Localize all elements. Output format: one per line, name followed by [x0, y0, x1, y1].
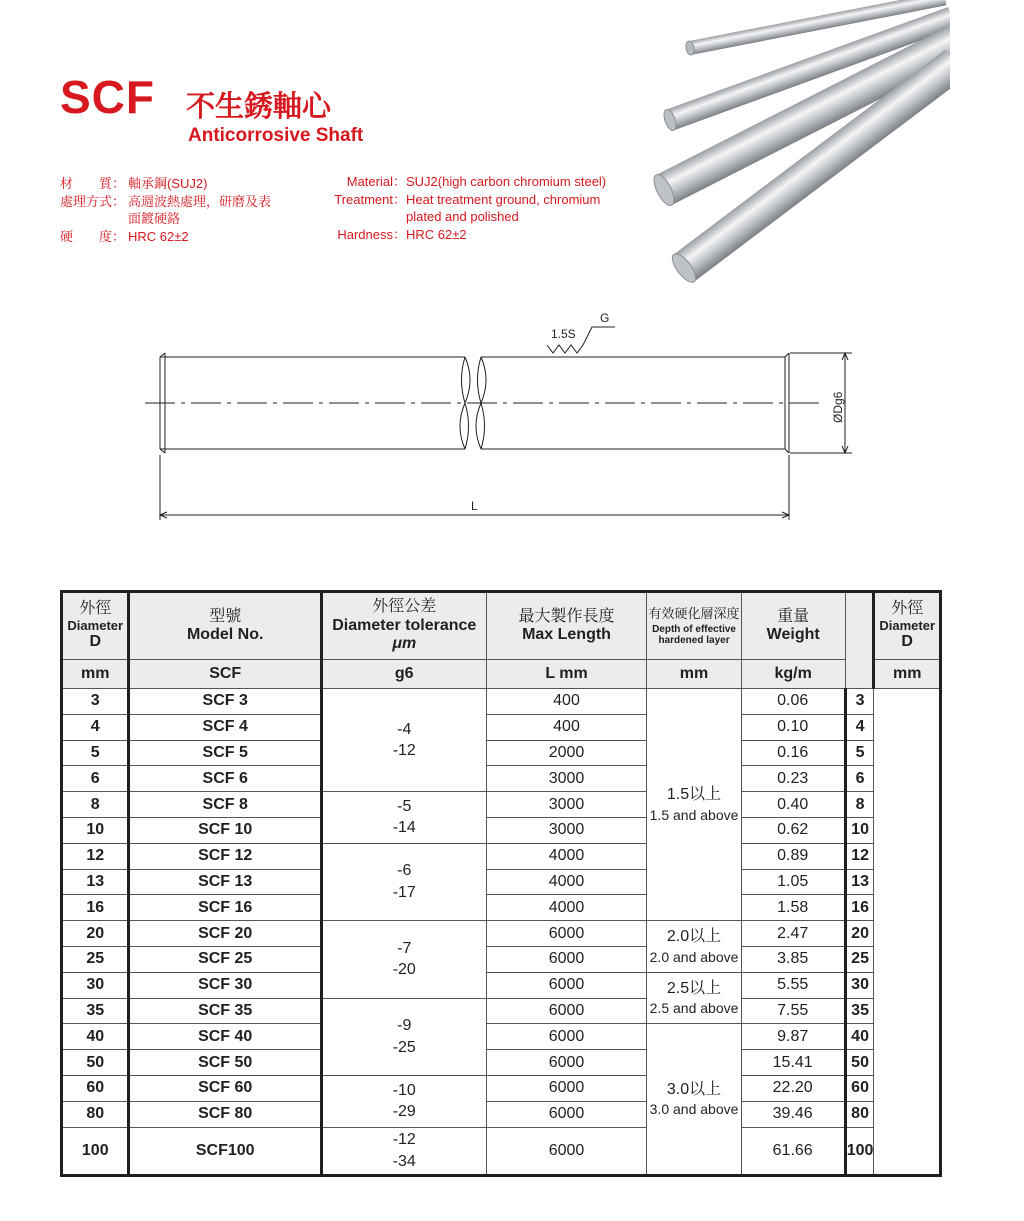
cell-diameter: 6: [62, 766, 129, 792]
product-title-en: Anticorrosive Shaft: [188, 125, 364, 146]
cell-tolerance: [321, 843, 486, 920]
cell-length: 4000: [486, 895, 647, 921]
cell-weight: 15.41: [741, 1050, 845, 1076]
grade-label: G: [600, 311, 610, 325]
cell-diameter-right: 100: [845, 1127, 874, 1175]
cell-diameter: 50: [62, 1050, 129, 1076]
table-row: [62, 1024, 941, 1050]
col-header-depth: 有效硬化層深度 Depth of effective hardened layer: [647, 592, 741, 660]
cell-diameter: 4: [62, 714, 129, 740]
table-row: [62, 869, 941, 895]
spec-value: HRC 62±2: [406, 226, 467, 242]
roughness-label: 1.5S: [551, 327, 576, 341]
cell-weight: 0.06: [741, 689, 845, 715]
table-row: [62, 792, 941, 818]
cell-model: SCF 4: [129, 714, 321, 740]
cell-length: 6000: [486, 998, 647, 1024]
cell-weight: 1.05: [741, 869, 845, 895]
table-row: [62, 817, 941, 843]
cell-length: 4000: [486, 869, 647, 895]
table-header-row: [62, 592, 941, 660]
cell-diameter: 40: [62, 1024, 129, 1050]
cell-diameter: 13: [62, 869, 129, 895]
cell-length: 6000: [486, 972, 647, 998]
cell-weight: 5.55: [741, 972, 845, 998]
cell-diameter: 100: [62, 1127, 129, 1175]
spec-table: [60, 590, 942, 1177]
table-row: [62, 689, 941, 715]
tolerance-lower: -29: [392, 1103, 416, 1121]
cell-diameter: 12: [62, 843, 129, 869]
tolerance-upper: -9: [397, 1017, 412, 1035]
cell-model: SCF 40: [129, 1024, 321, 1050]
cell-depth: [647, 689, 741, 921]
cell-weight: 0.23: [741, 766, 845, 792]
cell-model: SCF 16: [129, 895, 321, 921]
tolerance-upper: -4: [397, 720, 412, 738]
cell-length: 6000: [486, 1101, 647, 1127]
cell-diameter-right: 20: [845, 921, 874, 947]
cell-weight: 0.10: [741, 714, 845, 740]
product-title-zh: 不生銹軸心: [186, 91, 332, 123]
col-header-diameter: 外徑 Diameter D: [62, 592, 129, 660]
cell-diameter-right: 80: [845, 1101, 874, 1127]
cell-diameter-right: 30: [845, 972, 874, 998]
cell-weight: 3.85: [741, 946, 845, 972]
cell-diameter: 25: [62, 946, 129, 972]
cell-length: 4000: [486, 843, 647, 869]
cell-model: SCF 60: [129, 1075, 321, 1101]
cell-weight: 2.47: [741, 921, 845, 947]
cell-diameter-right: 40: [845, 1024, 874, 1050]
cell-model: SCF 30: [129, 972, 321, 998]
spec-value: 高週波熱處理，研磨及表: [128, 193, 272, 209]
col-header-weight: 重量 Weight: [741, 592, 845, 660]
specs-zh: [60, 175, 271, 245]
cell-diameter-right: 4: [845, 714, 874, 740]
table-body: [62, 689, 941, 1176]
cell-model: SCF 3: [129, 689, 321, 715]
table-row: [62, 1075, 941, 1101]
table-row: [62, 895, 941, 921]
cell-weight: 9.87: [741, 1024, 845, 1050]
tolerance-lower: -25: [392, 1038, 416, 1056]
cell-length: 6000: [486, 1050, 647, 1076]
table-row: [62, 714, 941, 740]
cell-model: SCF 10: [129, 817, 321, 843]
tolerance-upper: -7: [397, 939, 412, 957]
cell-weight: 1.58: [741, 895, 845, 921]
cell-weight: 7.55: [741, 998, 845, 1024]
col-header-length: 最大製作長度 Max Length: [486, 592, 647, 660]
table-row: [62, 998, 941, 1024]
cell-diameter: 5: [62, 740, 129, 766]
tolerance-lower: -20: [392, 961, 416, 979]
cell-model: SCF100: [129, 1127, 321, 1175]
product-code: SCF: [60, 71, 155, 123]
cell-diameter-right: 25: [845, 946, 874, 972]
cell-length: 3000: [486, 817, 647, 843]
cell-weight: 22.20: [741, 1075, 845, 1101]
table-row: [62, 921, 941, 947]
spec-label: Treatment：: [334, 191, 406, 207]
cell-tolerance: [321, 998, 486, 1075]
cell-weight: 0.40: [741, 792, 845, 818]
tolerance-upper: -10: [392, 1081, 416, 1099]
cell-diameter: 20: [62, 921, 129, 947]
cell-diameter-right: 50: [845, 1050, 874, 1076]
table-row: [62, 1050, 941, 1076]
cell-model: SCF 13: [129, 869, 321, 895]
cell-model: SCF 6: [129, 766, 321, 792]
table-row: [62, 1101, 941, 1127]
cell-depth: [647, 921, 741, 973]
cell-length: 6000: [486, 1024, 647, 1050]
cell-diameter-right: 13: [845, 869, 874, 895]
depth-zh: 2.5以上: [666, 979, 722, 997]
cell-diameter-right: 10: [845, 817, 874, 843]
tolerance-lower: -34: [392, 1152, 416, 1170]
cell-weight: 0.16: [741, 740, 845, 766]
col-header-diameter-right: 外徑 Diameter D: [874, 592, 941, 660]
cell-diameter: 8: [62, 792, 129, 818]
shaft-drawing: [140, 305, 870, 535]
cell-tolerance: [321, 1075, 486, 1127]
depth-zh: 3.0以上: [666, 1080, 722, 1098]
spec-value: 面鍍硬鉻: [128, 211, 181, 226]
cell-weight: 39.46: [741, 1101, 845, 1127]
cell-diameter-right: 5: [845, 740, 874, 766]
depth-en: 2.0 and above: [649, 948, 739, 965]
cell-length: 3000: [486, 766, 647, 792]
spec-label: 硬 度：: [60, 228, 126, 244]
cell-diameter: 30: [62, 972, 129, 998]
tolerance-lower: -12: [392, 742, 416, 760]
cell-diameter-right: 60: [845, 1075, 874, 1101]
cell-diameter: 35: [62, 998, 129, 1024]
cell-length: 6000: [486, 1075, 647, 1101]
spec-value: plated and polished: [406, 209, 519, 224]
table-unit-row: mm SCF g6 L mm mm kg/m mm: [62, 660, 941, 689]
tolerance-lower: -14: [392, 819, 416, 837]
cell-weight: 0.62: [741, 817, 845, 843]
table-row: [62, 766, 941, 792]
cell-model: SCF 50: [129, 1050, 321, 1076]
cell-depth: [647, 972, 741, 1024]
depth-en: 3.0 and above: [649, 1101, 739, 1118]
cell-diameter: 16: [62, 895, 129, 921]
tolerance-upper: -5: [397, 797, 412, 815]
cell-diameter-right: 8: [845, 792, 874, 818]
cell-model: SCF 35: [129, 998, 321, 1024]
cell-tolerance: [321, 921, 486, 998]
cell-weight: 0.89: [741, 843, 845, 869]
cell-model: SCF 25: [129, 946, 321, 972]
length-label: L: [471, 499, 478, 513]
cell-length: 400: [486, 714, 647, 740]
tolerance-lower: -17: [392, 883, 416, 901]
cell-model: SCF 12: [129, 843, 321, 869]
cell-tolerance: [321, 1127, 486, 1175]
depth-zh: 2.0以上: [666, 928, 722, 946]
cell-weight: 61.66: [741, 1127, 845, 1175]
cell-diameter-right: 35: [845, 998, 874, 1024]
shaft-photo: [650, 0, 950, 300]
cell-model: SCF 80: [129, 1101, 321, 1127]
spec-label: 材 質：: [60, 176, 126, 191]
cell-length: 6000: [486, 1127, 647, 1175]
cell-length: 400: [486, 689, 647, 715]
depth-en: 2.5 and above: [649, 1000, 739, 1017]
cell-diameter-right: 12: [845, 843, 874, 869]
tolerance-upper: -6: [397, 862, 412, 880]
table-row: [62, 740, 941, 766]
cell-model: SCF 8: [129, 792, 321, 818]
table-row: [62, 1127, 941, 1175]
spec-value: HRC 62±2: [128, 228, 189, 244]
cell-model: SCF 5: [129, 740, 321, 766]
cell-diameter: 10: [62, 817, 129, 843]
cell-length: 3000: [486, 792, 647, 818]
specs-en: [330, 173, 606, 243]
table-row: [62, 843, 941, 869]
depth-zh: 1.5以上: [666, 786, 722, 804]
cell-model: SCF 20: [129, 921, 321, 947]
tolerance-upper: -12: [392, 1130, 416, 1148]
cell-diameter-right: 6: [845, 766, 874, 792]
depth-en: 1.5 and above: [649, 806, 739, 823]
cell-length: 6000: [486, 921, 647, 947]
table-row: [62, 946, 941, 972]
cell-diameter: 3: [62, 689, 129, 715]
cell-tolerance: [321, 792, 486, 844]
spec-label: Material：: [346, 174, 406, 189]
spec-label: 處理方式：: [60, 193, 126, 209]
cell-diameter: 60: [62, 1075, 129, 1101]
cell-tolerance: [321, 689, 486, 792]
spec-value: SUJ2(high carbon chromium steel): [406, 174, 607, 189]
cell-length: 2000: [486, 740, 647, 766]
col-header-model: 型號 Model No.: [129, 592, 321, 660]
diameter-label: ØDg6: [831, 391, 845, 423]
cell-diameter-right: 16: [845, 895, 874, 921]
cell-length: 6000: [486, 946, 647, 972]
cell-diameter-right: 3: [845, 689, 874, 715]
spec-value: 軸承鋼(SUJ2): [128, 176, 208, 191]
spec-value: Heat treatment ground, chromium: [406, 191, 601, 207]
col-header-tolerance: 外徑公差 Diameter tolerance μm: [321, 592, 486, 660]
cell-diameter: 80: [62, 1101, 129, 1127]
table-row: [62, 972, 941, 998]
cell-depth: [647, 1024, 741, 1175]
spec-label: Hardness：: [337, 226, 406, 242]
